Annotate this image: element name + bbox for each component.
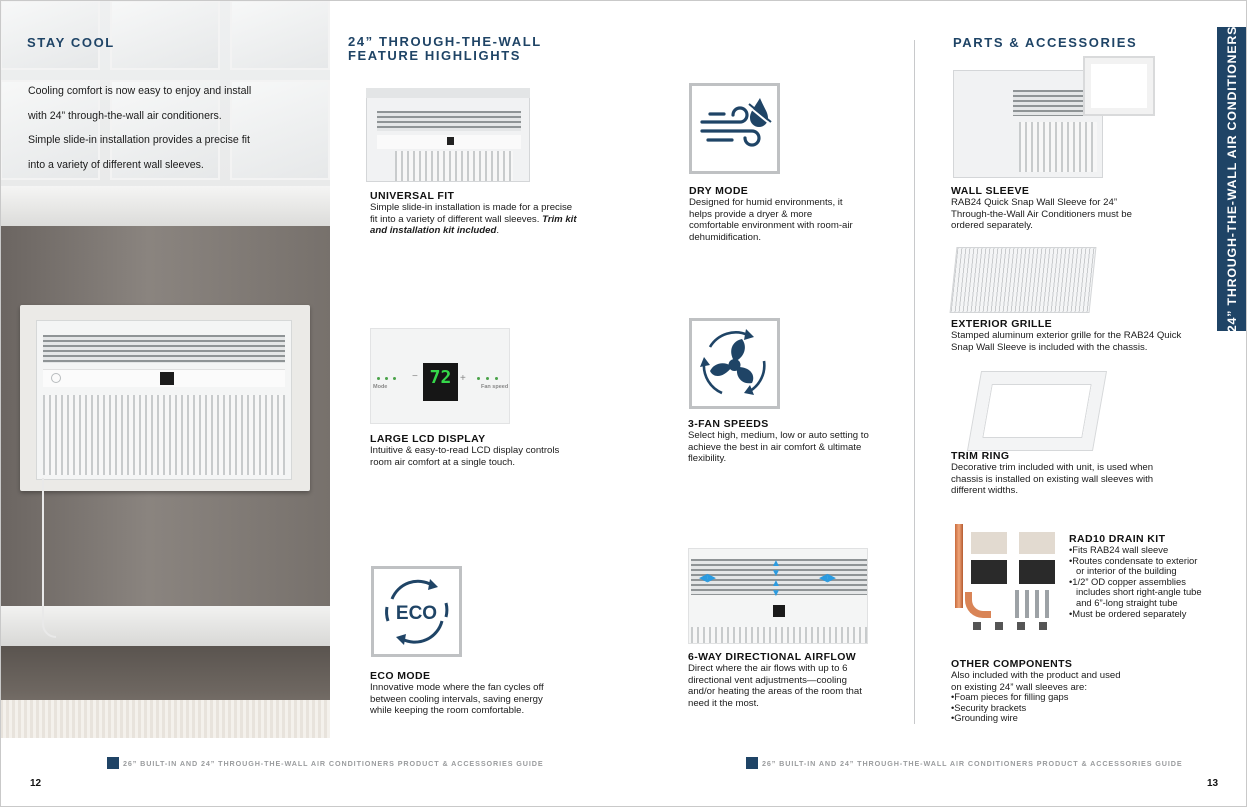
lcd-title: LARGE LCD DISPLAY bbox=[370, 433, 486, 445]
arrow-updown-icon: ▲ ▼ ▲ ▼ bbox=[771, 558, 781, 599]
arrow-left-icon: ◀▶ bbox=[699, 572, 716, 584]
drain-kit-list bbox=[1069, 545, 1204, 619]
airflow-title: 6-WAY DIRECTIONAL AIRFLOW bbox=[688, 651, 857, 663]
page-number-left: 12 bbox=[30, 778, 42, 789]
eco-mode-icon-box bbox=[371, 566, 462, 657]
footer-right: 26” BUILT-IN AND 24” THROUGH-THE-WALL AIR CONDITIONERS PRODUCT & ACCESSORIES GUIDE bbox=[762, 759, 1183, 768]
column-divider bbox=[914, 40, 915, 724]
fan-speeds-title: 3-FAN SPEEDS bbox=[688, 418, 769, 430]
lcd-icon bbox=[160, 372, 174, 385]
fan-speeds-icon-box bbox=[689, 318, 780, 409]
dry-mode-title: DRY MODE bbox=[689, 185, 749, 197]
airflow-text: Direct where the air flows with up to 6 directional vent adjustments—cooling and/or heating the areas of the room that need it the most. bbox=[688, 663, 862, 709]
page-number-right: 13 bbox=[1207, 778, 1219, 789]
stay-cool-text: Cooling comfort is now easy to enjoy and install with 24” through-the-wall air conditioners. Simple slide-in installation provides a precise fit into a variety of different wall sleeves. bbox=[28, 85, 252, 171]
eco-title: ECO MODE bbox=[370, 670, 431, 682]
dry-mode-text: Designed for humid environments, it helps provide a dryer & more comfortable environment with room-air dehumidification. bbox=[689, 197, 853, 243]
power-cord bbox=[42, 478, 56, 638]
drain-kit-image bbox=[953, 520, 1063, 638]
footer-marker bbox=[107, 757, 119, 769]
dry-mode-icon-box bbox=[689, 83, 780, 174]
wall-sleeve-title: WALL SLEEVE bbox=[951, 185, 1030, 197]
air-conditioner-photo bbox=[36, 320, 292, 480]
stay-cool-heading: STAY COOL bbox=[27, 35, 115, 50]
screws bbox=[1015, 590, 1055, 618]
airflow-image bbox=[688, 548, 868, 644]
ge-logo-icon bbox=[51, 373, 61, 383]
wall-sleeve-image bbox=[953, 70, 1108, 178]
sleeve-corner-inset bbox=[1083, 56, 1155, 116]
trim-ring-image bbox=[968, 372, 1106, 450]
window-sill bbox=[0, 186, 330, 226]
other-components-list bbox=[951, 692, 1131, 724]
lcd-text: Intuitive & easy-to-read LCD display controls room air comfort at a single touch. bbox=[370, 445, 560, 468]
wind-drop-icon bbox=[692, 86, 777, 171]
fan-speeds-text: Select high, medium, low or auto setting to achieve the best in air comfort & ultimate flexibility. bbox=[688, 430, 869, 465]
lcd-display-image: Mode − 72 + Fan speed bbox=[370, 328, 510, 424]
svg-text:ECO: ECO bbox=[395, 603, 438, 624]
copper-tube bbox=[955, 524, 963, 608]
feature-highlights-heading: 24” THROUGH-THE-WALL FEATURE HIGHLIGHTS bbox=[348, 34, 542, 63]
eco-text: Innovative mode where the fan cycles off between cooling intervals, saving energy while keeping the room comfortable. bbox=[370, 682, 544, 717]
arrow-right-icon: ◀▶ bbox=[819, 572, 836, 584]
exterior-grille-image bbox=[950, 247, 1097, 313]
list-item: • Grounding wire bbox=[951, 713, 1131, 724]
trim-ring-title: TRIM RING bbox=[951, 450, 1010, 462]
footer-left: 26” BUILT-IN AND 24” THROUGH-THE-WALL AIR CONDITIONERS PRODUCT & ACCESSORIES GUIDE bbox=[123, 759, 544, 768]
universal-fit-title: UNIVERSAL FIT bbox=[370, 190, 455, 202]
list-item: • Security brackets bbox=[951, 703, 1131, 714]
eco-icon bbox=[374, 569, 459, 654]
list-item: • Foam pieces for filling gaps bbox=[951, 692, 1131, 703]
list-item: • Fits RAB24 wall sleeve bbox=[1069, 545, 1204, 556]
parts-accessories-heading: PARTS & ACCESSORIES bbox=[953, 35, 1138, 50]
list-item: • Routes condensate to exterior or interior of the building bbox=[1069, 556, 1204, 577]
rug bbox=[0, 700, 330, 738]
trim-ring-text: Decorative trim included with unit, is used when chassis is installed on existing wall sleeves with different widths. bbox=[951, 462, 1154, 497]
drain-kit-title: RAD10 DRAIN KIT bbox=[1069, 533, 1166, 545]
lcd-screen: 72 bbox=[423, 363, 458, 401]
wall-sleeve-text: RAB24 Quick Snap Wall Sleeve for 24” Through-the-Wall Air Conditioners must be ordered separately. bbox=[951, 197, 1132, 232]
fan-icon bbox=[692, 321, 777, 406]
section-tab: 24” THROUGH-THE-WALL AIR CONDITIONERS bbox=[1217, 27, 1247, 331]
exterior-grille-text: Stamped aluminum exterior grille for the RAB24 Quick Snap Wall Sleeve is included with the chassis. bbox=[951, 330, 1182, 353]
universal-fit-text: Simple slide-in installation is made for a precise fit into a variety of different wall sleeves. Trim kit and installation kit included. bbox=[370, 202, 577, 237]
other-components-title: OTHER COMPONENTS bbox=[951, 658, 1073, 670]
exterior-grille-title: EXTERIOR GRILLE bbox=[951, 318, 1053, 330]
footer-marker bbox=[746, 757, 758, 769]
list-item: • 1/2” OD copper assemblies includes short right-angle tube and 6”-long straight tube bbox=[1069, 577, 1204, 609]
list-item: • Must be ordered separately bbox=[1069, 609, 1204, 620]
universal-fit-image bbox=[366, 88, 530, 182]
other-components-text: Also included with the product and used on existing 24” wall sleeves are: bbox=[951, 670, 1121, 693]
copper-elbow bbox=[965, 592, 991, 618]
